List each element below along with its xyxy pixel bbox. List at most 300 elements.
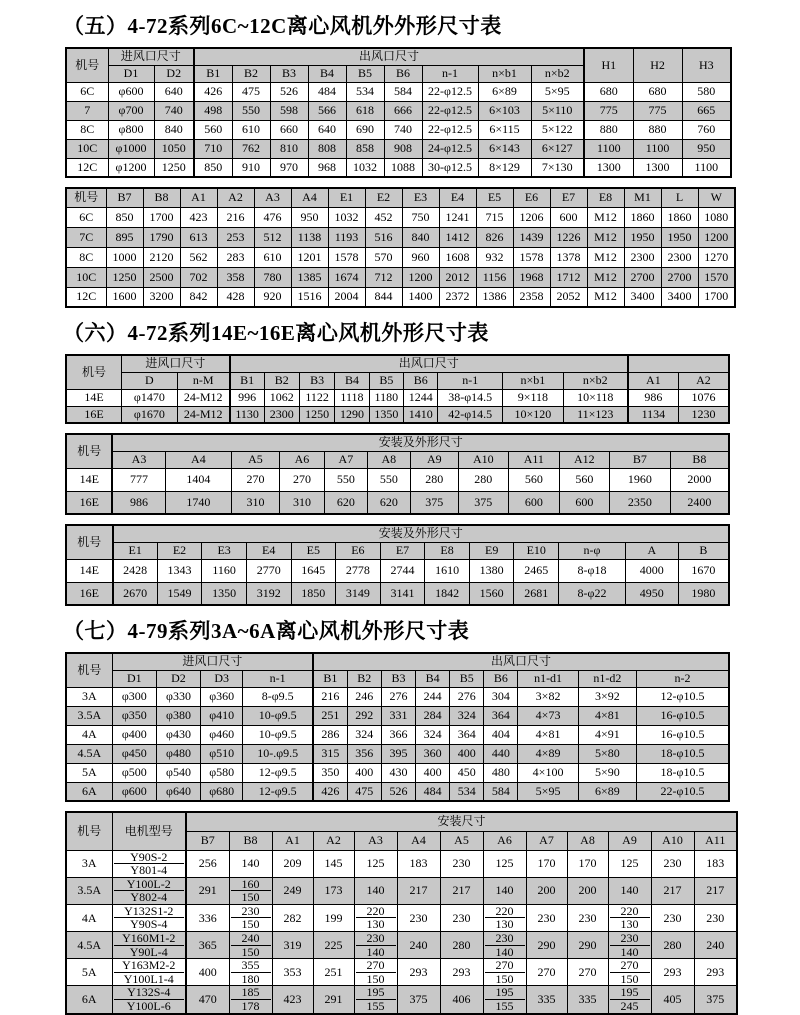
split-bottom-value: 150 xyxy=(241,890,260,905)
data-cell: 12-φ9.5 xyxy=(243,763,313,782)
header-cell: 机号 xyxy=(66,653,112,687)
data-cell: 1156 xyxy=(476,267,513,287)
data-cell: M12 xyxy=(587,247,624,267)
machine-no-cell: 8C xyxy=(66,120,108,139)
machine-no-cell: 7 xyxy=(66,101,108,120)
data-cell: 1088 xyxy=(384,158,422,177)
data-cell: 908 xyxy=(384,139,422,158)
header-cell: A4 xyxy=(397,831,440,850)
data-cell: 270 xyxy=(232,468,279,491)
data-cell: 1790 xyxy=(143,227,180,247)
header-cell: D1 xyxy=(108,65,154,82)
data-cell: 406 xyxy=(440,986,483,1014)
data-cell: 22-φ12.5 xyxy=(422,101,478,120)
data-cell: 808 xyxy=(308,139,346,158)
data-cell: 282 xyxy=(272,904,313,931)
split-bottom-value: Y90L-4 xyxy=(129,944,168,959)
machine-no-cell: 6C xyxy=(66,207,106,227)
data-cell: 498 xyxy=(194,101,232,120)
split-bottom-value: 180 xyxy=(241,971,260,986)
data-cell: 1670 xyxy=(678,559,729,582)
table-row xyxy=(66,139,731,158)
data-cell: 283 xyxy=(217,247,254,267)
data-cell: φ700 xyxy=(108,101,154,120)
data-cell: 3141 xyxy=(380,582,425,605)
data-cell: 920 xyxy=(254,287,291,307)
data-cell: 10×118 xyxy=(563,389,628,406)
machine-no-cell: 4A xyxy=(66,904,112,931)
data-cell: 910 xyxy=(232,158,270,177)
header-cell: 机号 xyxy=(66,434,112,468)
header-cell: E3 xyxy=(202,542,247,559)
data-cell: φ640 xyxy=(156,782,200,801)
data-cell: 18-φ10.5 xyxy=(636,763,729,782)
machine-no-cell: 5A xyxy=(66,763,112,782)
split-top-value: 230 xyxy=(610,932,650,946)
data-cell: 1118 xyxy=(335,389,369,406)
data-cell: φ500 xyxy=(112,763,156,782)
split-cell xyxy=(112,959,186,986)
header-cell: 出风口尺寸 xyxy=(230,355,628,372)
header-cell: A5 xyxy=(232,451,279,468)
header-cell: 安装尺寸 xyxy=(186,812,737,831)
data-cell: 5×122 xyxy=(531,120,584,139)
data-cell: 293 xyxy=(694,959,737,986)
data-cell: 1138 xyxy=(291,227,328,247)
header-cell: D1 xyxy=(112,670,156,687)
table-row xyxy=(66,850,737,877)
data-cell: 230 xyxy=(694,904,737,931)
data-cell: 173 xyxy=(313,877,354,904)
data-cell: 426 xyxy=(194,82,232,101)
data-cell: 1226 xyxy=(550,227,587,247)
data-cell: 1400 xyxy=(402,287,439,307)
header-cell: A11 xyxy=(694,831,737,850)
data-cell: 360 xyxy=(416,744,450,763)
data-cell: 2012 xyxy=(439,267,476,287)
data-cell: 1860 xyxy=(624,207,661,227)
data-cell: 404 xyxy=(484,725,518,744)
data-cell: 1230 xyxy=(678,406,729,423)
split-cell xyxy=(483,904,526,931)
data-cell: 216 xyxy=(217,207,254,227)
data-cell: 216 xyxy=(313,687,347,706)
header-cell: B1 xyxy=(313,670,347,687)
header-cell: A8 xyxy=(567,831,608,850)
header-cell: A9 xyxy=(608,831,651,850)
data-cell: 4×73 xyxy=(518,706,578,725)
header-cell: D2 xyxy=(156,670,200,687)
data-cell: 858 xyxy=(346,139,384,158)
data-cell: 253 xyxy=(217,227,254,247)
data-cell: 270 xyxy=(567,959,608,986)
data-cell: 1378 xyxy=(550,247,587,267)
split-bottom-value: 155 xyxy=(495,999,514,1014)
split-cell xyxy=(608,904,651,931)
data-cell: 550 xyxy=(325,468,367,491)
data-cell: 200 xyxy=(526,877,567,904)
split-top-value: 355 xyxy=(231,959,271,973)
machine-no-cell: 10C xyxy=(66,267,106,287)
section-7-title: （七）4-79系列3A~6A离心风机外形尺寸表 xyxy=(63,619,470,643)
data-cell: 1100 xyxy=(584,139,633,158)
data-cell: 1549 xyxy=(157,582,202,605)
header-cell: 机号 xyxy=(66,48,108,82)
data-cell: 2372 xyxy=(439,287,476,307)
data-cell: 1439 xyxy=(513,227,550,247)
data-cell: 1100 xyxy=(682,158,731,177)
inlet-outlet-dimensions-3a-6a xyxy=(65,652,730,802)
data-cell: 293 xyxy=(651,959,694,986)
data-cell: 600 xyxy=(559,491,610,514)
data-cell: 10-φ9.5 xyxy=(243,725,313,744)
data-cell: 516 xyxy=(365,227,402,247)
data-cell: 256 xyxy=(186,850,229,877)
data-cell: 244 xyxy=(416,687,450,706)
split-bottom-value: 130 xyxy=(366,917,385,932)
data-cell: 880 xyxy=(633,120,682,139)
split-cell xyxy=(112,850,186,877)
data-cell: 680 xyxy=(633,82,682,101)
data-cell: φ510 xyxy=(201,744,243,763)
data-cell: M12 xyxy=(587,207,624,227)
data-cell: 715 xyxy=(476,207,513,227)
data-cell: 610 xyxy=(254,247,291,267)
split-cell xyxy=(229,986,272,1014)
header-cell: E8 xyxy=(425,542,470,559)
data-cell: 4×100 xyxy=(518,763,578,782)
header-cell: n1-d2 xyxy=(578,670,636,687)
header-cell: H1 xyxy=(584,48,633,82)
data-cell: 2400 xyxy=(670,491,729,514)
data-cell: 1122 xyxy=(299,389,334,406)
data-cell: 475 xyxy=(232,82,270,101)
split-bottom-value: Y100L-6 xyxy=(126,999,171,1014)
data-cell: 225 xyxy=(313,932,354,959)
table-row xyxy=(66,227,735,247)
data-cell: 24-M12 xyxy=(177,406,230,423)
data-cell: 613 xyxy=(180,227,217,247)
data-cell: 4×89 xyxy=(518,744,578,763)
data-cell: 618 xyxy=(346,101,384,120)
data-cell: 476 xyxy=(254,207,291,227)
data-cell: 780 xyxy=(254,267,291,287)
header-cell: B6 xyxy=(384,65,422,82)
data-cell: 375 xyxy=(411,491,458,514)
data-cell: φ330 xyxy=(156,687,200,706)
data-cell: 970 xyxy=(270,158,308,177)
data-cell: 2428 xyxy=(113,559,158,582)
data-cell: 850 xyxy=(194,158,232,177)
split-cell xyxy=(354,932,397,959)
header-cell: E3 xyxy=(402,188,439,207)
header-cell: 出风口尺寸 xyxy=(313,653,729,670)
header-cell: B7 xyxy=(186,831,229,850)
split-bottom-value: 150 xyxy=(495,971,514,986)
data-cell: 375 xyxy=(694,986,737,1014)
split-top-value: Y163M2-2 xyxy=(114,959,185,973)
header-cell: B8 xyxy=(670,451,729,468)
data-cell: 3×92 xyxy=(578,687,636,706)
header-cell: B8 xyxy=(143,188,180,207)
data-cell: 996 xyxy=(230,389,264,406)
data-cell: 230 xyxy=(567,904,608,931)
data-cell: 10-.φ9.5 xyxy=(243,744,313,763)
machine-no-cell: 14E xyxy=(66,468,112,491)
data-cell: 8×129 xyxy=(478,158,531,177)
data-cell: 230 xyxy=(440,850,483,877)
split-top-value: 185 xyxy=(231,986,271,1000)
data-cell: 6×115 xyxy=(478,120,531,139)
data-cell: 240 xyxy=(397,932,440,959)
data-cell: 452 xyxy=(365,207,402,227)
data-cell: M12 xyxy=(587,267,624,287)
data-cell: 740 xyxy=(154,101,194,120)
header-cell: n-M xyxy=(177,372,230,389)
data-cell: 365 xyxy=(186,932,229,959)
data-cell: 291 xyxy=(186,877,229,904)
outlet-dimensions-6c-12c xyxy=(65,47,732,178)
data-cell: 1076 xyxy=(678,389,729,406)
header-cell: E5 xyxy=(476,188,513,207)
header-cell: H2 xyxy=(633,48,682,82)
header-cell: 进风口尺寸 xyxy=(122,355,230,372)
data-cell: 826 xyxy=(476,227,513,247)
table-row xyxy=(66,706,729,725)
header-cell: A4 xyxy=(291,188,328,207)
data-cell: 2300 xyxy=(264,406,299,423)
data-cell: φ400 xyxy=(112,725,156,744)
split-cell xyxy=(483,959,526,986)
split-cell xyxy=(112,877,186,904)
data-cell: 5×110 xyxy=(531,101,584,120)
data-cell: 400 xyxy=(450,744,484,763)
data-cell: 2670 xyxy=(113,582,158,605)
data-cell: 1700 xyxy=(698,287,735,307)
data-cell: 8-φ9.5 xyxy=(243,687,313,706)
header-cell: B2 xyxy=(347,670,381,687)
data-cell: 840 xyxy=(154,120,194,139)
split-top-value: 240 xyxy=(231,932,271,946)
data-cell: 2350 xyxy=(610,491,671,514)
split-top-value: Y132S1-2 xyxy=(114,905,185,919)
data-cell: 240 xyxy=(694,932,737,959)
data-cell: 395 xyxy=(381,744,415,763)
data-cell: 8-φ22 xyxy=(559,582,626,605)
data-cell: 1206 xyxy=(513,207,550,227)
data-cell: 366 xyxy=(381,725,415,744)
data-cell: 480 xyxy=(484,763,518,782)
data-cell: 3192 xyxy=(246,582,291,605)
header-cell: B7 xyxy=(106,188,143,207)
data-cell: 170 xyxy=(526,850,567,877)
section-5-tables xyxy=(65,47,730,308)
table-row xyxy=(66,101,731,120)
data-cell: 1968 xyxy=(513,267,550,287)
split-cell xyxy=(354,904,397,931)
header-cell: E7 xyxy=(550,188,587,207)
data-cell: φ800 xyxy=(108,120,154,139)
table-row xyxy=(66,406,729,423)
data-cell: 270 xyxy=(526,959,567,986)
section-6-title: （六）4-72系列14E~16E离心风机外形尺寸表 xyxy=(63,321,489,345)
data-cell: 1674 xyxy=(328,267,365,287)
data-cell: 315 xyxy=(313,744,347,763)
data-cell: 230 xyxy=(651,850,694,877)
machine-no-cell: 6A xyxy=(66,986,112,1014)
data-cell: 1241 xyxy=(439,207,476,227)
header-cell: E1 xyxy=(113,542,158,559)
data-cell: 1570 xyxy=(698,267,735,287)
table-row xyxy=(66,267,735,287)
data-cell: 324 xyxy=(347,725,381,744)
data-cell: 844 xyxy=(365,287,402,307)
machine-no-cell: 10C xyxy=(66,139,108,158)
data-cell: 810 xyxy=(270,139,308,158)
table-row xyxy=(66,247,735,267)
data-cell: 1300 xyxy=(584,158,633,177)
header-cell: B1 xyxy=(194,65,232,82)
data-cell: 324 xyxy=(416,725,450,744)
header-cell: n-1 xyxy=(422,65,478,82)
header-cell: 机号 xyxy=(66,355,122,389)
data-cell: φ460 xyxy=(201,725,243,744)
data-cell: 1350 xyxy=(369,406,403,423)
data-cell: 217 xyxy=(440,877,483,904)
data-cell: 8-φ18 xyxy=(559,559,626,582)
header-cell: A3 xyxy=(112,451,165,468)
split-bottom-value: 178 xyxy=(241,999,260,1014)
split-top-value: 230 xyxy=(231,905,271,919)
data-cell: 690 xyxy=(346,120,384,139)
data-cell: 1250 xyxy=(106,267,143,287)
data-cell: 16-φ10.5 xyxy=(636,725,729,744)
header-cell: E8 xyxy=(587,188,624,207)
header-cell: B3 xyxy=(299,372,334,389)
split-bottom-value: 245 xyxy=(620,999,639,1014)
table-row xyxy=(66,389,729,406)
data-cell: 1000 xyxy=(106,247,143,267)
header-cell: A7 xyxy=(325,451,367,468)
data-cell: φ600 xyxy=(112,782,156,801)
data-cell: 336 xyxy=(186,904,229,931)
header-cell: E6 xyxy=(513,188,550,207)
split-top-value: 220 xyxy=(610,905,650,919)
data-cell: 1608 xyxy=(439,247,476,267)
data-cell: 22-φ12.5 xyxy=(422,120,478,139)
data-cell: φ360 xyxy=(201,687,243,706)
data-cell: 526 xyxy=(381,782,415,801)
machine-no-cell: 4A xyxy=(66,725,112,744)
data-cell: 610 xyxy=(232,120,270,139)
data-cell: 2004 xyxy=(328,287,365,307)
data-cell: 251 xyxy=(313,706,347,725)
data-cell: 932 xyxy=(476,247,513,267)
data-cell: 1300 xyxy=(633,158,682,177)
data-cell: 968 xyxy=(308,158,346,177)
data-cell: φ540 xyxy=(156,763,200,782)
split-cell xyxy=(229,904,272,931)
header-cell: B xyxy=(678,542,729,559)
header-cell: M1 xyxy=(624,188,661,207)
table-row xyxy=(66,287,735,307)
data-cell: 484 xyxy=(308,82,346,101)
data-cell: 640 xyxy=(154,82,194,101)
split-bottom-value: Y802-4 xyxy=(130,890,168,905)
split-bottom-value: 150 xyxy=(366,971,385,986)
table-row xyxy=(66,82,731,101)
header-cell: 安装及外形尺寸 xyxy=(113,525,729,542)
split-bottom-value: 150 xyxy=(241,917,260,932)
data-cell: 1712 xyxy=(550,267,587,287)
data-cell: 290 xyxy=(567,932,608,959)
data-cell: 5×90 xyxy=(578,763,636,782)
table-row xyxy=(66,120,731,139)
data-cell: 310 xyxy=(279,491,324,514)
data-cell: φ1000 xyxy=(108,139,154,158)
header-cell: D xyxy=(122,372,178,389)
data-cell: 286 xyxy=(313,725,347,744)
header-cell: B4 xyxy=(335,372,369,389)
split-top-value: 230 xyxy=(356,932,396,946)
data-cell: 2120 xyxy=(143,247,180,267)
data-cell: 1200 xyxy=(698,227,735,247)
data-cell: 3200 xyxy=(143,287,180,307)
header-cell: A7 xyxy=(526,831,567,850)
data-cell: 1740 xyxy=(165,491,232,514)
data-cell: 702 xyxy=(180,267,217,287)
data-cell: 400 xyxy=(416,763,450,782)
data-cell: 170 xyxy=(567,850,608,877)
mounting-dimensions-6c-12c xyxy=(65,187,736,308)
machine-no-cell: 3.5A xyxy=(66,706,112,725)
header-cell: A6 xyxy=(279,451,324,468)
data-cell: 712 xyxy=(365,267,402,287)
data-cell: 200 xyxy=(567,877,608,904)
machine-no-cell: 7C xyxy=(66,227,106,247)
split-cell xyxy=(483,986,526,1014)
data-cell: 1410 xyxy=(404,406,438,423)
data-cell: 270 xyxy=(279,468,324,491)
data-cell: 660 xyxy=(270,120,308,139)
data-cell: 276 xyxy=(450,687,484,706)
data-cell: 1180 xyxy=(369,389,403,406)
table-row xyxy=(66,782,729,801)
data-cell: 140 xyxy=(483,877,526,904)
data-cell: 1404 xyxy=(165,468,232,491)
data-cell: 2778 xyxy=(336,559,381,582)
machine-no-cell: 12C xyxy=(66,158,108,177)
header-cell: 安装及外形尺寸 xyxy=(112,434,729,451)
data-cell: 2000 xyxy=(670,468,729,491)
data-cell: 1250 xyxy=(299,406,334,423)
header-cell: 电机型号 xyxy=(112,812,186,850)
data-cell: 1385 xyxy=(291,267,328,287)
data-cell: 293 xyxy=(397,959,440,986)
data-cell: 310 xyxy=(232,491,279,514)
header-cell: E6 xyxy=(336,542,381,559)
data-cell: φ680 xyxy=(201,782,243,801)
data-cell: 560 xyxy=(509,468,560,491)
split-cell xyxy=(112,932,186,959)
data-cell: 600 xyxy=(509,491,560,514)
split-cell xyxy=(354,959,397,986)
data-cell: 880 xyxy=(584,120,633,139)
header-cell: A xyxy=(625,542,678,559)
table-row xyxy=(66,877,737,904)
header-cell: E2 xyxy=(157,542,202,559)
data-cell: 762 xyxy=(232,139,270,158)
